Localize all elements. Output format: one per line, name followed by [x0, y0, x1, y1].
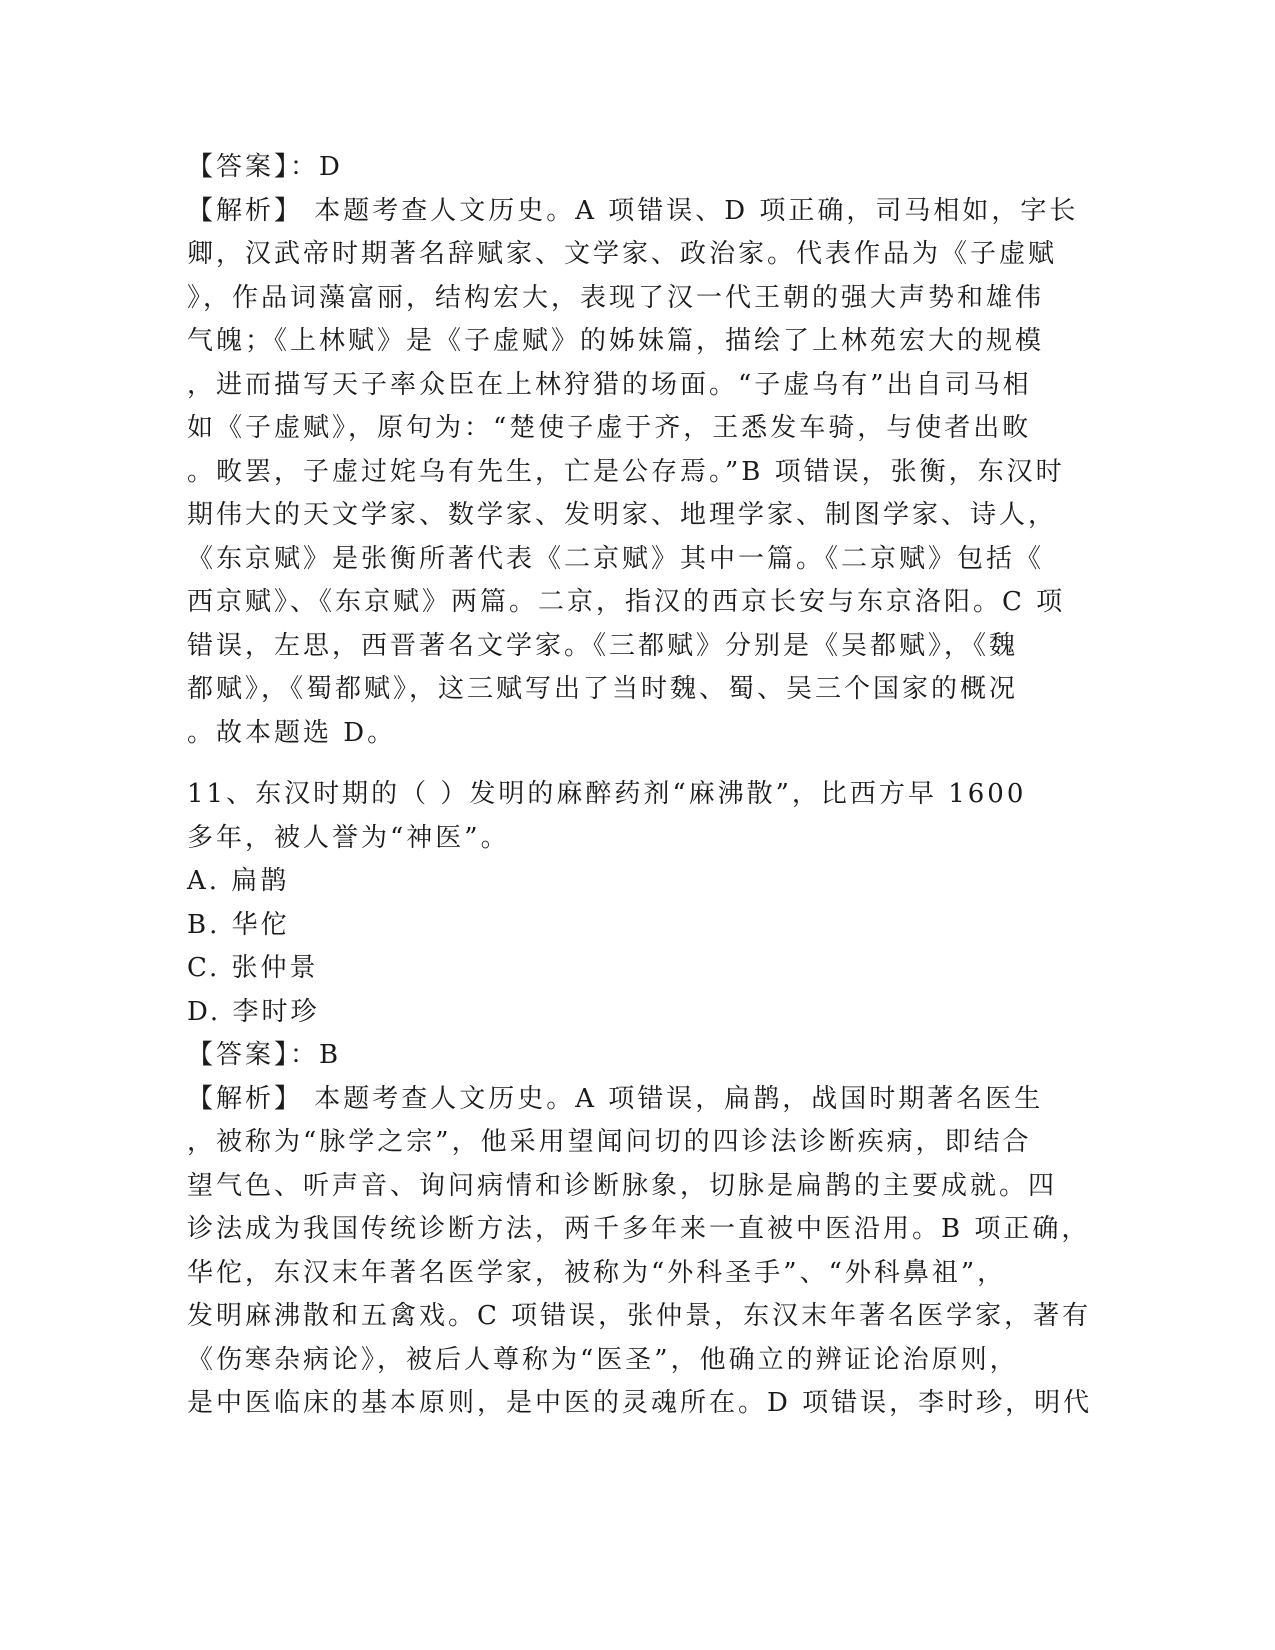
q11-analysis-line: 《伤寒杂病论》，被后人尊称为“医圣”，他确立的辨证论治原则，: [187, 1344, 1019, 1375]
q10-analysis-line: 。故本题选 D。: [187, 717, 397, 748]
q11-analysis-line: 【解析】 本题考查人文历史。A 项错误，扁鹊，战国时期著名医生: [187, 1083, 1044, 1114]
q11-analysis-line: 诊法成为我国传统诊断方法，两千多年来一直被中医沿用。B 项正确，: [187, 1214, 1091, 1244]
q10-analysis-line: 》，作品词藻富丽，结构宏大，表现了汉一代王朝的强大声势和雄伟: [187, 282, 1045, 313]
q11-answer: 【答案】：B: [187, 1040, 342, 1070]
section-spacer: [187, 755, 1087, 773]
q10-analysis-line: 气魄；《上林赋》是《子虚赋》的姊妹篇，描绘了上林苑宏大的规模: [187, 326, 1045, 356]
q11-stem-line: 11、东汉时期的（ ）发明的麻醉药剂“麻沸散”，比西方早 1600: [187, 779, 1027, 809]
q11-stem-line: 多年，被人誉为“神医”。: [187, 822, 510, 853]
q10-analysis-line: 。畋罢，子虚过姹乌有先生，亡是公存焉。”B 项错误，张衡，东汉时: [187, 456, 1065, 487]
q11-option-c: C. 张仲景: [187, 953, 319, 983]
q11-analysis-line: 望气色、听声音、询问病情和诊断脉象，切脉是扁鹊的主要成就。四: [187, 1170, 1058, 1201]
q11-analysis-line: 是中医临床的基本原则，是中医的灵魂所在。D 项错误，李时珍，明代: [187, 1388, 1093, 1418]
q10-analysis-line: 都赋》，《蜀都赋》，这三赋写出了当时魏、蜀、吴三个国家的概况: [187, 674, 1019, 704]
q10-analysis-line: 期伟大的天文学家、数学家、发明家、地理学家、制图学家、诗人，: [187, 500, 1058, 530]
q10-analysis-line: 【解析】 本题考查人文历史。A 项错误、D 项正确，司马相如，字长: [187, 195, 1079, 226]
q11-analysis-line: 发明麻沸散和五禽戏。C 项错误，张仲景，东汉末年著名医学家，著有: [187, 1301, 1092, 1331]
q10-answer: 【答案】：D: [187, 152, 343, 182]
q11-option-b: B. 华佗: [187, 909, 290, 940]
q10-analysis-line: 《东京赋》是张衡所著代表《二京赋》其中一篇。《二京赋》包括《: [187, 543, 1045, 574]
q10-analysis-line: 卿，汉武帝时期著名辞赋家、文学家、政治家。代表作品为《子虚赋: [187, 239, 1058, 269]
document-page: [187, 146, 1093, 1426]
q10-analysis-line: 西京赋》、《东京赋》两篇。二京，指汉的西京长安与东京洛阳。C 项: [187, 587, 1066, 617]
q10-analysis-line: 错误，左思，西晋著名文学家。《三都赋》分别是《吴都赋》，《魏: [187, 630, 1019, 661]
q11-option-d: D. 李时珍: [187, 996, 320, 1027]
q10-analysis-line: 如《子虚赋》，原句为：“楚使子虚于齐，王悉发车骑，与使者出畋: [187, 413, 1032, 443]
q10-analysis-line: ，进而描写天子率众臣在上林狩猎的场面。“子虚乌有”出自司马相: [187, 369, 1032, 400]
q11-analysis-line: ，被称为“脉学之宗”，他采用望闻问切的四诊法诊断疾病，即结合: [187, 1127, 1032, 1157]
q11-option-a: A. 扁鹊: [187, 866, 290, 896]
q11-analysis-line: 华佗，东汉末年著名医学家，被称为“外科圣手”、“外科鼻祖”，: [187, 1257, 1007, 1288]
